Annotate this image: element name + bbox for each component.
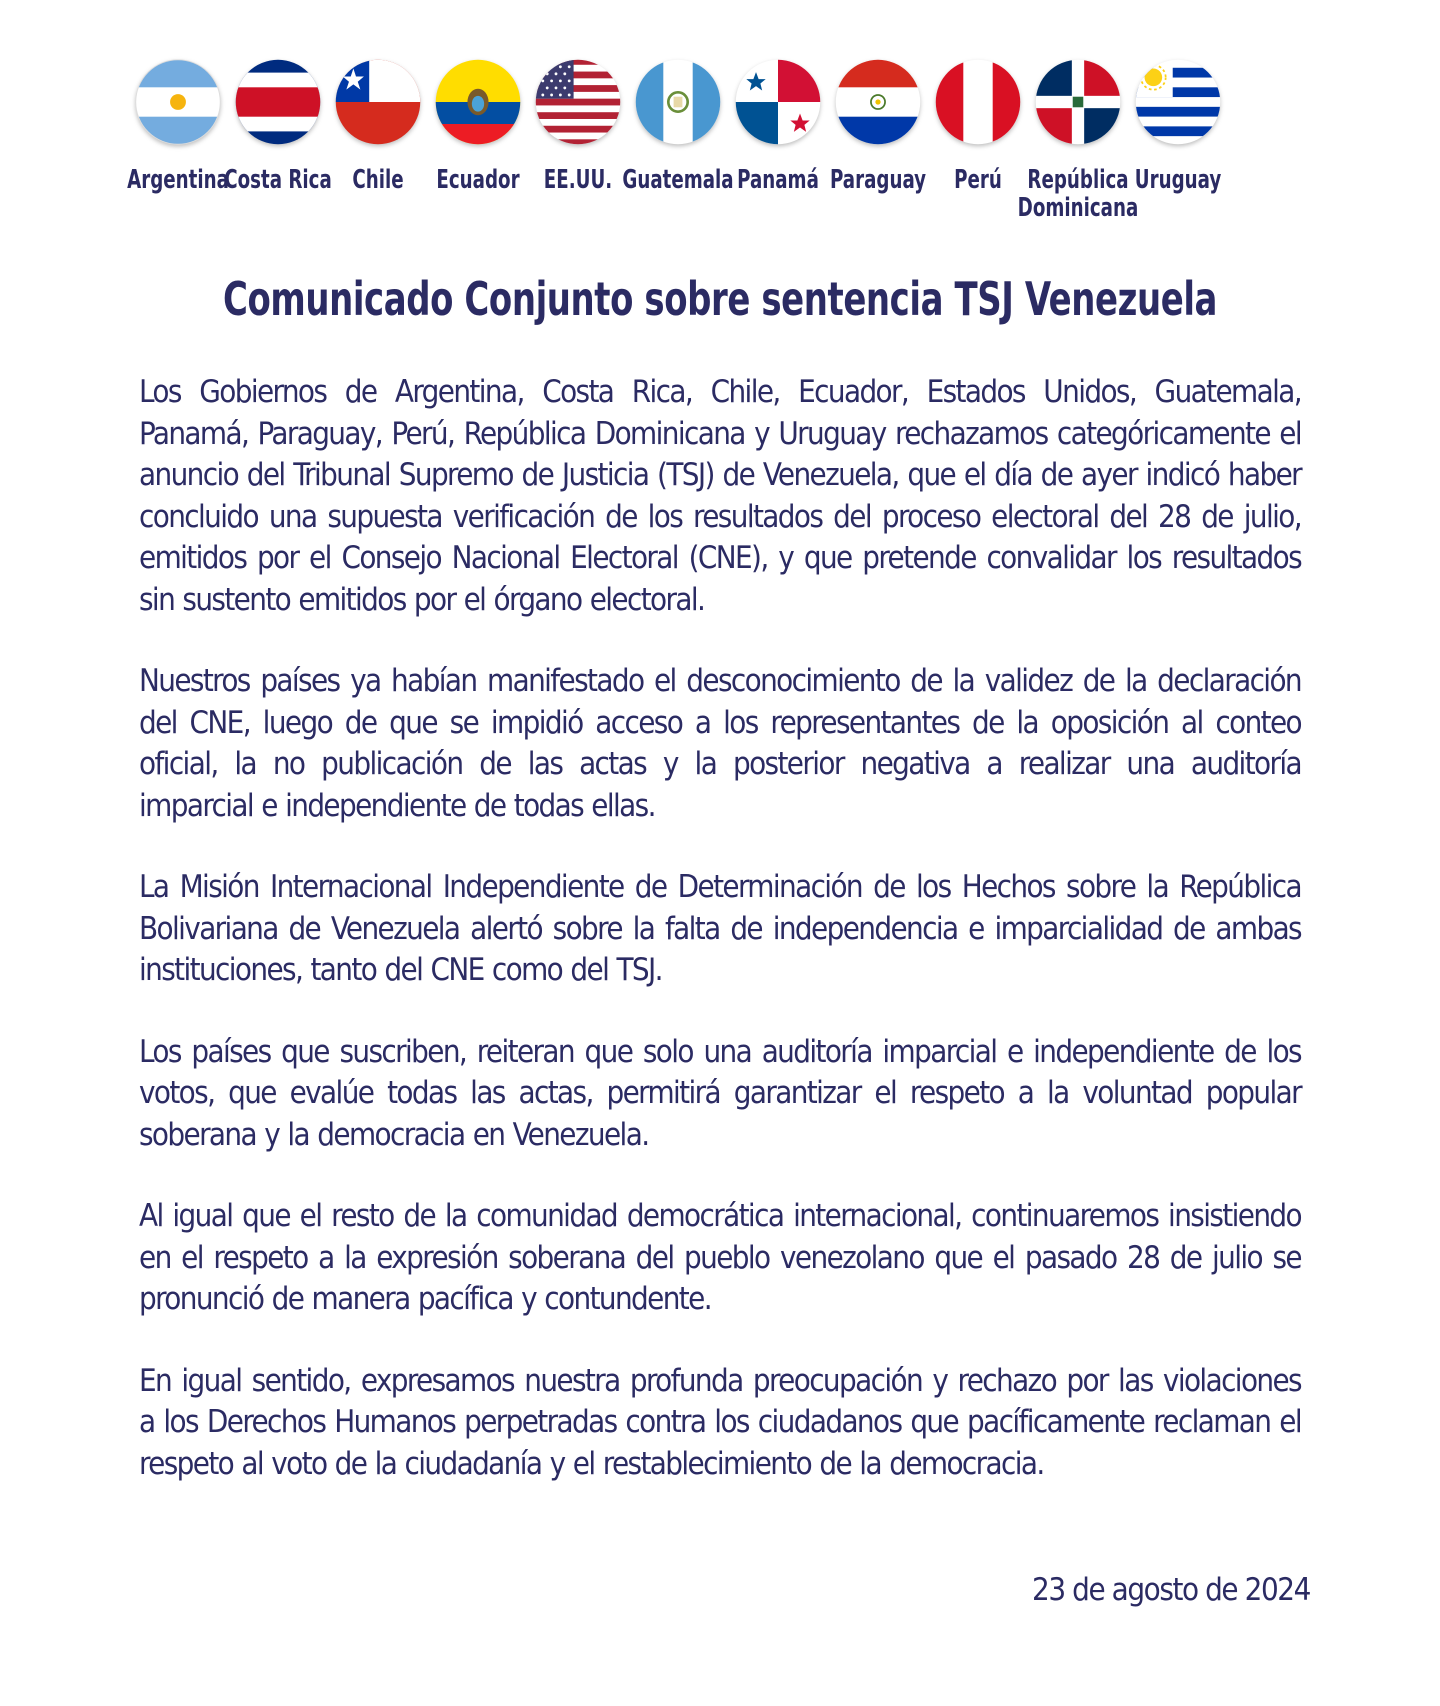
paragraph-4: Los países que suscriben, reiteran que solo una auditoría imparcial e independiente de los votos, que evalúe todas las actas, permitirá garantizar el respeto a la voluntad popular soberana y la democracia en Venezuela. bbox=[139, 1033, 1301, 1153]
uruguay-flag-icon bbox=[1134, 58, 1222, 146]
paraguay-flag-icon bbox=[834, 58, 922, 146]
flag-label-usa: EE.UU. bbox=[543, 165, 613, 195]
paragraph-5: Al igual que el resto de la comunidad democrática internacional, continuaremos insistiendo en el respeto a la expresión soberana del pueblo venezolano que el pasado 28 de julio se pronunció de manera pacífica y contundente. bbox=[139, 1198, 1301, 1317]
flag-label-paraguay: Paraguay bbox=[829, 165, 927, 195]
argentina-flag-icon bbox=[134, 58, 222, 146]
ecuador-flag-icon bbox=[434, 58, 522, 146]
dominican-republic-flag-icon bbox=[1034, 58, 1122, 146]
paragraph-1: Los Gobiernos de Argentina, Costa Rica, Chile, Ecuador, Estados Unidos, Guatemala, Panamá, Paraguay, Perú, República Dominicana y Uruguay rechazamos categóricamente el anuncio del Tribunal Supremo de Justicia (TSJ) de Venezuela, que el día de ayer indicó haber concluido una supuesta verificación de los resultados del proceso electoral del 28 de julio, emitidos por el Consejo Nacional Electoral (CNE), y que pretende convalidar los resultados sin sustento emitidos por el órgano electoral. bbox=[139, 374, 1301, 618]
panama-flag-icon bbox=[734, 58, 822, 146]
flag-label-panama: Panamá bbox=[737, 165, 819, 195]
flag-label-costa-rica: Costa Rica bbox=[224, 165, 332, 195]
peru-flag-icon bbox=[934, 58, 1022, 146]
flag-label-peru: Perú bbox=[954, 165, 1002, 195]
flag-label-argentina: Argentina bbox=[127, 165, 229, 195]
flag-label-guatemala: Guatemala bbox=[622, 165, 734, 195]
document-body bbox=[139, 372, 1301, 1525]
document-date: 23 de agosto de 2024 bbox=[1032, 1572, 1310, 1608]
flags-row bbox=[118, 58, 1322, 228]
paragraph-2: Nuestros países ya habían manifestado el desconocimiento de la validez de la declaración del CNE, luego de que se impidió acceso a los representantes de la oposición al conteo oficial, la no publicación de las actas y la posterior negativa a realizar una auditoría imparcial e independiente de todas ellas. bbox=[139, 663, 1301, 824]
guatemala-flag-icon bbox=[634, 58, 722, 146]
flag-label-dominican-republic-line1: República bbox=[1027, 165, 1129, 195]
flag-uruguay bbox=[1118, 58, 1238, 228]
flag-label-dominican-republic-line2: Dominicana bbox=[1017, 193, 1139, 223]
document-title: Comunicado Conjunto sobre sentencia TSJ Venezuela bbox=[222, 272, 1218, 326]
flag-label-ecuador: Ecuador bbox=[436, 165, 520, 195]
chile-flag-icon bbox=[334, 58, 422, 146]
flag-label-uruguay: Uruguay bbox=[1134, 165, 1222, 195]
usa-flag-icon bbox=[534, 58, 622, 146]
costa-rica-flag-icon bbox=[234, 58, 322, 146]
flag-label-chile: Chile bbox=[352, 165, 404, 195]
paragraph-6: En igual sentido, expresamos nuestra profunda preocupación y rechazo por las violaciones a los Derechos Humanos perpetradas contra los ciudadanos que pacíficamente reclaman el respeto al voto de la ciudadanía y el restablecimiento de la democracia. bbox=[139, 1362, 1301, 1482]
paragraph-3: La Misión Internacional Independiente de Determinación de los Hechos sobre la República Bolivariana de Venezuela alertó sobre la falta de independencia e imparcialidad de ambas instituciones, tanto del CNE como del TSJ. bbox=[139, 869, 1301, 988]
